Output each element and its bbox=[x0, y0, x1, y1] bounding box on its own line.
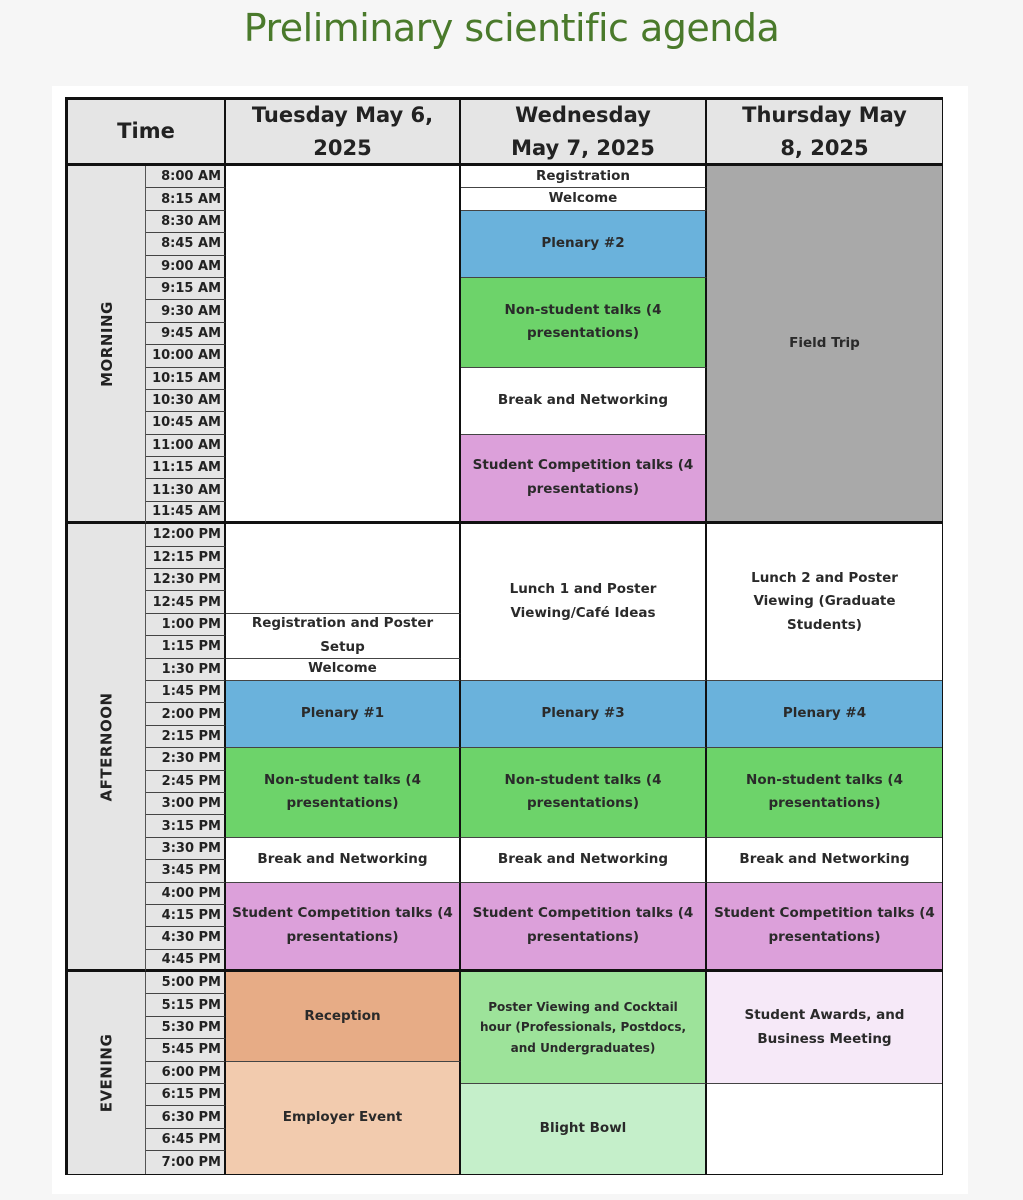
time-slot: 12:00 PM bbox=[146, 524, 226, 546]
time-slot: 4:30 PM bbox=[146, 927, 226, 949]
time-slot: 1:30 PM bbox=[146, 659, 226, 681]
time-slot: 9:30 AM bbox=[146, 300, 226, 322]
thursday-student-competition: Student Competition talks (4 presentations) bbox=[707, 883, 942, 973]
time-slot: 6:15 PM bbox=[146, 1084, 226, 1106]
wednesday-non-student-talks: Non-student talks (4 presentations) bbox=[461, 748, 707, 838]
thursday-awards-meeting: Student Awards, and Business Meeting bbox=[707, 972, 942, 1084]
wednesday-break: Break and Networking bbox=[461, 838, 707, 883]
time-slot: 1:00 PM bbox=[146, 614, 226, 636]
time-slot: 1:15 PM bbox=[146, 636, 226, 658]
time-slot: 5:30 PM bbox=[146, 1017, 226, 1039]
tuesday-early-afternoon-empty bbox=[226, 524, 461, 614]
time-slot: 12:45 PM bbox=[146, 591, 226, 613]
time-slot: 9:00 AM bbox=[146, 256, 226, 278]
period-afternoon bbox=[68, 524, 146, 972]
tuesday-break: Break and Networking bbox=[226, 838, 461, 883]
wednesday-break-morning: Break and Networking bbox=[461, 368, 707, 435]
wednesday-plenary: Plenary #2 bbox=[461, 211, 707, 278]
period-evening bbox=[68, 972, 146, 1174]
wednesday-student-competition-morning: Student Competition talks (4 presentations) bbox=[461, 435, 707, 525]
time-slot: 9:45 AM bbox=[146, 323, 226, 345]
time-slot: 3:15 PM bbox=[146, 815, 226, 837]
tuesday-student-competition: Student Competition talks (4 presentations) bbox=[226, 883, 461, 973]
time-slot: 12:15 PM bbox=[146, 547, 226, 569]
tuesday-reception: Reception bbox=[226, 972, 461, 1062]
thursday-plenary: Plenary #4 bbox=[707, 681, 942, 748]
tuesday-welcome: Welcome bbox=[226, 659, 461, 681]
time-slot: 8:15 AM bbox=[146, 188, 226, 210]
wednesday-non-student-talks-morning: Non-student talks (4 presentations) bbox=[461, 278, 707, 368]
wednesday-blight-bowl: Blight Bowl bbox=[461, 1084, 707, 1174]
day-header-thursday: Thursday May 8, 2025 bbox=[707, 100, 942, 166]
thursday-evening-empty bbox=[707, 1084, 942, 1174]
period-label: AFTERNOON bbox=[97, 692, 116, 802]
time-slot: 10:15 AM bbox=[146, 368, 226, 390]
time-slot: 4:45 PM bbox=[146, 950, 226, 972]
time-slot: 5:45 PM bbox=[146, 1039, 226, 1061]
time-slot: 5:15 PM bbox=[146, 994, 226, 1016]
time-slot: 5:00 PM bbox=[146, 972, 226, 994]
time-slot: 2:45 PM bbox=[146, 771, 226, 793]
thursday-non-student-talks: Non-student talks (4 presentations) bbox=[707, 748, 942, 838]
time-slot: 8:45 AM bbox=[146, 233, 226, 255]
wednesday-poster-cocktail: Poster Viewing and Cocktail hour (Professionals, Postdocs, and Undergraduates) bbox=[461, 972, 707, 1084]
time-slot: 2:00 PM bbox=[146, 703, 226, 725]
wednesday-student-competition: Student Competition talks (4 presentations) bbox=[461, 883, 707, 973]
wednesday-welcome: Welcome bbox=[461, 188, 707, 210]
time-slot: 8:00 AM bbox=[146, 166, 226, 188]
time-slot: 6:45 PM bbox=[146, 1129, 226, 1151]
wednesday-registration: Registration bbox=[461, 166, 707, 188]
time-slot: 6:00 PM bbox=[146, 1062, 226, 1084]
period-label: EVENING bbox=[97, 1033, 116, 1113]
time-slot: 4:00 PM bbox=[146, 883, 226, 905]
time-slot: 10:00 AM bbox=[146, 345, 226, 367]
tuesday-morning-empty bbox=[226, 166, 461, 524]
time-slot: 10:45 AM bbox=[146, 412, 226, 434]
day-header-tuesday: Tuesday May 6, 2025 bbox=[226, 100, 461, 166]
time-slot: 11:15 AM bbox=[146, 457, 226, 479]
time-slot: 2:30 PM bbox=[146, 748, 226, 770]
time-slot: 10:30 AM bbox=[146, 390, 226, 412]
wednesday-lunch: Lunch 1 and Poster Viewing/Café Ideas bbox=[461, 524, 707, 681]
time-slot: 7:00 PM bbox=[146, 1151, 226, 1173]
period-label: MORNING bbox=[97, 300, 116, 387]
tuesday-non-student-talks: Non-student talks (4 presentations) bbox=[226, 748, 461, 838]
time-slot: 11:45 AM bbox=[146, 502, 226, 524]
page-title: Preliminary scientific agenda bbox=[243, 6, 780, 50]
day-header-wednesday: Wednesday May 7, 2025 bbox=[461, 100, 707, 166]
time-slot: 6:30 PM bbox=[146, 1106, 226, 1128]
time-slot: 8:30 AM bbox=[146, 211, 226, 233]
thursday-field-trip: Field Trip bbox=[707, 166, 942, 524]
time-slot: 3:45 PM bbox=[146, 860, 226, 882]
thursday-break: Break and Networking bbox=[707, 838, 942, 883]
time-slot: 4:15 PM bbox=[146, 905, 226, 927]
time-slot: 12:30 PM bbox=[146, 569, 226, 591]
agenda-table bbox=[65, 97, 943, 1175]
time-slot: 9:15 AM bbox=[146, 278, 226, 300]
period-morning bbox=[68, 166, 146, 524]
time-slot: 3:00 PM bbox=[146, 793, 226, 815]
tuesday-plenary: Plenary #1 bbox=[226, 681, 461, 748]
tuesday-registration: Registration and Poster Setup bbox=[226, 614, 461, 659]
time-slot: 1:45 PM bbox=[146, 681, 226, 703]
time-slot: 11:00 AM bbox=[146, 435, 226, 457]
tuesday-employer-event: Employer Event bbox=[226, 1062, 461, 1174]
time-slot: 2:15 PM bbox=[146, 726, 226, 748]
time-header: Time bbox=[68, 100, 226, 166]
wednesday-plenary-afternoon: Plenary #3 bbox=[461, 681, 707, 748]
thursday-lunch: Lunch 2 and Poster Viewing (Graduate Students) bbox=[707, 524, 942, 681]
time-slot: 11:30 AM bbox=[146, 479, 226, 501]
time-slot: 3:30 PM bbox=[146, 838, 226, 860]
